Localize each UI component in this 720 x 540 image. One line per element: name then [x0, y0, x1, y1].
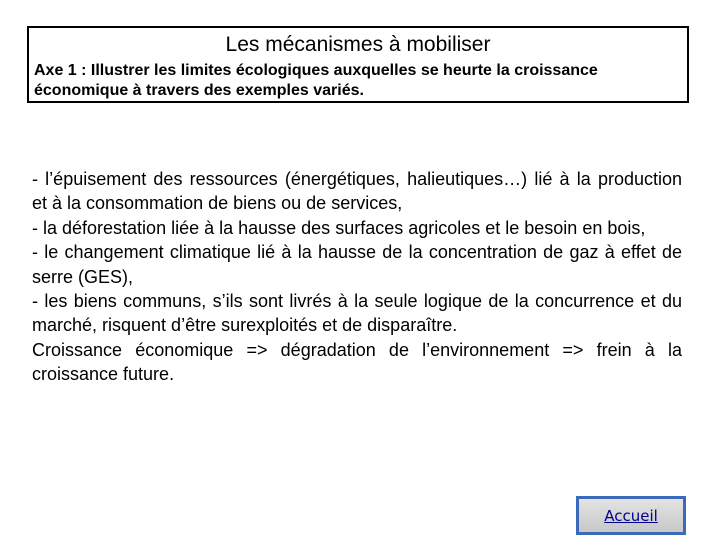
paragraph-commons: - les biens communs, s’ils sont livrés à la seule logique de la concurrence et du marché, risquent d’être surexploités et de disparaître. [32, 291, 682, 336]
page-subtitle: Axe 1 : Illustrer les limites écologiques auxquelles se heurte la croissance économique à travers des exemples variés. [34, 62, 598, 99]
paragraph-conclusion: Croissance économique => dégradation de l’environnement => frein à la croissance future. [32, 339, 682, 385]
header-box [27, 26, 689, 103]
paragraph-resources: - l’épuisement des ressources (énergétiques, halieutiques…) lié à la production et à la consommation de biens ou de services, [32, 169, 682, 214]
paragraph-deforestation: - la déforestation liée à la hausse des surfaces agricoles et le besoin en bois, [32, 217, 646, 238]
accueil-link[interactable]: Accueil [604, 506, 658, 525]
page-title: Les mécanismes à mobiliser [225, 33, 491, 56]
paragraph-climate: - le changement climatique lié à la hausse de la concentration de gaz à effet de serre (GES), [32, 242, 682, 287]
body-text [32, 167, 682, 387]
accueil-button[interactable] [576, 496, 686, 535]
